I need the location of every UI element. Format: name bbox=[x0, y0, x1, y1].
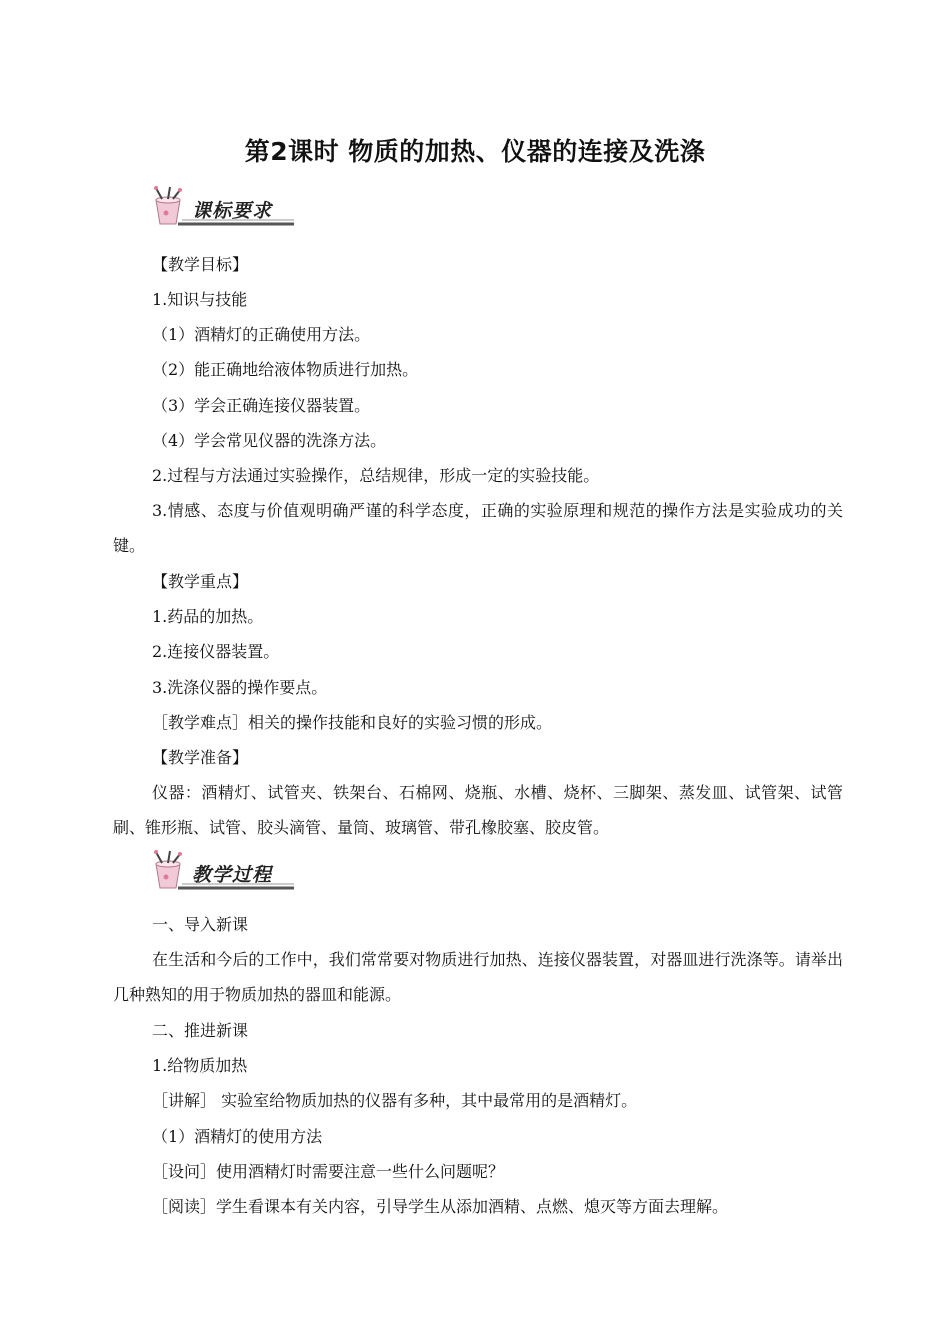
paragraph: 一、导入新课 bbox=[152, 915, 249, 934]
page-title: 第2课时 物质的加热、仪器的连接及洗涤 bbox=[244, 137, 706, 166]
paragraph: （3）学会正确连接仪器装置。 bbox=[152, 396, 371, 415]
paragraph: 2.过程与方法通过实验操作，总结规律，形成一定的实验技能。 bbox=[152, 466, 600, 485]
paragraph: 3.情感、态度与价值观明确严谨的科学态度，正确的实验原理和规范的操作方法是实验成功的关键。 bbox=[113, 501, 843, 555]
paragraph: ［设问］使用酒精灯时需要注意一些什么问题呢？ bbox=[152, 1162, 505, 1181]
paragraph: （1）酒精灯的正确使用方法。 bbox=[152, 325, 371, 344]
paragraph: （4）学会常见仪器的洗涤方法。 bbox=[152, 431, 387, 450]
paragraph: 1.给物质加热 bbox=[152, 1056, 248, 1075]
paragraph: ［讲解］ 实验室给物质加热的仪器有多种，其中最常用的是酒精灯。 bbox=[152, 1091, 638, 1110]
paragraph: 二、推进新课 bbox=[152, 1021, 249, 1040]
paragraph: （2）能正确地给液体物质进行加热。 bbox=[152, 360, 419, 379]
section-banner-process bbox=[148, 850, 298, 892]
paragraph: 【教学目标】 bbox=[152, 255, 249, 274]
paragraph: 在生活和今后的工作中，我们常常要对物质进行加热、连接仪器装置，对器皿进行洗涤等。请举出几种熟知的用于物质加热的器皿和能源。 bbox=[113, 950, 843, 1004]
paragraph: 1.知识与技能 bbox=[152, 290, 248, 309]
paragraph: ［阅读］学生看课本有关内容，引导学生从添加酒精、点燃、熄灭等方面去理解。 bbox=[152, 1197, 729, 1216]
paragraph: 2.连接仪器装置。 bbox=[152, 642, 280, 661]
section-label: 教学过程 bbox=[192, 864, 273, 886]
paragraph: 【教学准备】 bbox=[152, 748, 249, 767]
paragraph: 1.药品的加热。 bbox=[152, 607, 264, 626]
paragraph: （1）酒精灯的使用方法 bbox=[152, 1127, 323, 1146]
paragraph: 【教学重点】 bbox=[152, 572, 249, 591]
paragraph: ［教学难点］相关的操作技能和良好的实验习惯的形成。 bbox=[152, 713, 553, 732]
paragraph: 3.洗涤仪器的操作要点。 bbox=[152, 678, 328, 697]
section-label: 课标要求 bbox=[192, 200, 273, 222]
paragraph: 仪器：酒精灯、试管夹、铁架台、石棉网、烧瓶、水槽、烧杯、三脚架、蒸发皿、试管架、试管刷、锥形瓶、试管、胶头滴管、量筒、玻璃管、带孔橡胶塞、胶皮管。 bbox=[113, 783, 843, 837]
section-banner-standards bbox=[148, 186, 298, 228]
